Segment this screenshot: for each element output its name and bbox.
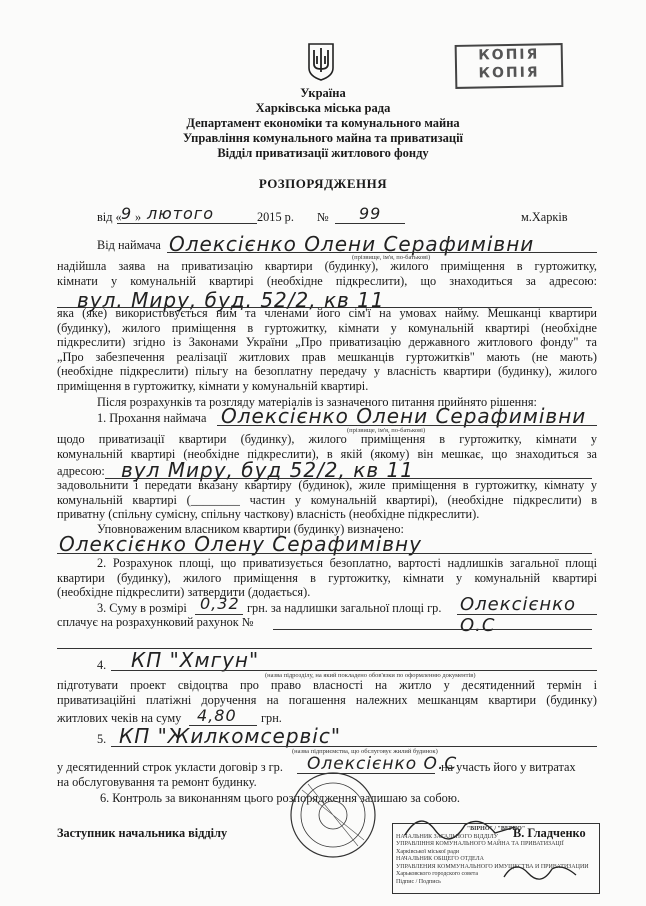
item5-a-post: на участь його у витратах xyxy=(441,760,576,774)
item1-label: 1. Прохання наймача xyxy=(97,411,207,425)
item1-b: комунальній квартирі (необхідне підкреслити), в якій (якому) він мешкає, що знаходиться за xyxy=(57,446,597,461)
body-p2f: приміщення в гуртожитку, кімнати у комунальній квартирі. xyxy=(57,378,369,393)
address-handwritten: вул. Миру, буд. 52/2, кв 11 xyxy=(77,288,385,312)
item1-d: задовольнити і передати вказану квартиру (будинок), жиле приміщення в гуртожитку, кімнату у xyxy=(57,478,597,492)
item1-a: щодо приватизації квартири (будинку), жилого приміщення в гуртожитку, кімнати у xyxy=(57,432,597,446)
signature-position: Заступник начальника відділу xyxy=(57,826,228,840)
body-p1b: кімнати у комунальній квартирі (необхідне підкреслити), що знаходиться за адресою: xyxy=(57,274,597,288)
item1-e: комунальній квартирі (________ частин у комунальній квартирі), (необхідне підкреслити) в xyxy=(57,492,597,507)
copy-stamp xyxy=(455,43,564,89)
body-p1a: надійшла заява на приватизацію квартири (будинку), жилого приміщення в гуртожитку, xyxy=(57,259,597,273)
item4-a: підготувати проект свідоцтва про право власності на житло у десятиденний термін і xyxy=(57,678,597,692)
date-month: лютого xyxy=(147,204,214,223)
item4-caption: (назва підрозділу, на який покладено обов'язки по оформленню документів) xyxy=(265,672,476,679)
item1-address-label: адресою: xyxy=(57,464,105,478)
date-day: 9 xyxy=(121,204,133,223)
date-prefix: від « xyxy=(97,210,122,224)
header-directorate: Управління комунального майна та приватизації xyxy=(182,131,464,145)
certify-line-5: НАЧАЛЬНИК ОБЩЕГО ОТДЕЛА xyxy=(396,856,485,862)
applicant-name: Олексієнко Олени Серафимівни xyxy=(169,232,535,256)
copy-stamp-line-2: КОПІЯ xyxy=(478,64,540,82)
round-seal-icon xyxy=(288,770,378,860)
item4-c-pre: житлових чеків на суму xyxy=(57,711,182,725)
signature-name: В. Гладченко xyxy=(513,826,586,840)
item3-pre: 3. Суму в розмірі xyxy=(97,601,187,615)
body-p2a: яка (яке) використовується ним та членами його сім'ї на умовах найму. Мешканці квартири xyxy=(57,306,597,320)
certify-line-1: "ВІРНО" / "ВЕРНО" xyxy=(466,826,526,832)
certify-line-4: Харківської міської ради xyxy=(396,848,460,855)
item3-sum: 0,32 xyxy=(200,594,240,613)
item1-address: вул Миру, буд 52/2, кв 11 xyxy=(121,458,414,482)
item6: 6. Контроль за виконанням цього розпорядження залишаю за собою. xyxy=(100,791,460,805)
body-p3: Після розрахунків та розгляду матеріалів із зазначеного питання прийнято рішення: xyxy=(97,395,537,409)
header-country: Україна xyxy=(300,86,346,100)
item5-name: Олексієнко О.С xyxy=(307,754,458,774)
body-p2c: підкреслити) згідно із Законами України „Про приватизацію державного житлового фонду" та xyxy=(57,335,597,350)
item5-caption: (назва підприємства, що обслуговує жилий будинок) xyxy=(292,748,438,755)
copy-stamp-line-1: КОПІЯ xyxy=(478,46,540,64)
certify-line-3: УПРАВЛІННЯ КОМУНАЛЬНОГО МАЙНА ТА ПРИВАТИЗАЦІЇ xyxy=(396,841,564,847)
item1-caption: (прізвище, ім'я, по-батькові) xyxy=(347,427,426,434)
body-p2d: „Про забезпечення реалізації житлових прав мешканців гуртожитків" мають (не мають) xyxy=(57,349,597,364)
header-division: Відділ приватизації житлового фонду xyxy=(217,146,429,160)
body-p2b: (будинку), жилого приміщення в гуртожитку, кімнати у комунальній квартирі (необхідне xyxy=(57,320,597,335)
item5-org: КП "Жилкомсервіс" xyxy=(119,724,342,748)
certify-line-2: НАЧАЛЬНИК ЗАГАЛЬНОГО ВІДДІЛУ xyxy=(396,833,498,840)
trident-emblem-icon xyxy=(307,42,335,82)
item2-a: 2. Розрахунок площі, що приватизується безоплатно, вартості надлишків загальної площі xyxy=(97,556,597,570)
item5-b: на обслуговування та ремонт будинку. xyxy=(57,775,257,789)
owner-label: Уповноваженим власником квартири (будинку) визначено: xyxy=(97,522,404,536)
applicant-label: Від наймача xyxy=(97,238,161,252)
applicant-caption: (прізвище, ім'я, по-батькові) xyxy=(352,254,431,261)
item2-b: квартири (будинку), жилого приміщення в гуртожитку, кімнати у комунальній квартирі xyxy=(57,570,597,585)
item4-sum: 4,80 xyxy=(197,706,237,725)
item4-b: приватизаційні платіжні доручення на погашення належних мешканцям квартири (будинку) xyxy=(57,692,597,707)
city: м.Харків xyxy=(521,210,568,224)
certify-line-6: УПРАВЛЕНИЯ КОММУНАЛЬНОГО ИМУЩЕСТВА И ПРИВАТИЗАЦИИ xyxy=(396,863,589,870)
item1-f: приватну (спільну сумісну, спільну часткову) власність (необхідне підкреслити). xyxy=(57,507,480,522)
certify-line-8: Підпис / Подпись xyxy=(396,878,441,885)
date-mid: » xyxy=(135,210,142,224)
certify-line-7: Харьковского городского совета xyxy=(396,871,478,877)
document-title: РОЗПОРЯДЖЕННЯ xyxy=(258,176,388,191)
header-council: Харківська міська рада xyxy=(255,101,391,115)
item4-c-post: грн. xyxy=(261,711,282,725)
body-p2e: (необхідне підкреслити) пільгу на безоплатну передачу у власність квартири (будинку), жилого xyxy=(57,364,597,379)
item1-name: Олексієнко Олени Серафимівни xyxy=(221,404,587,428)
item4-num: 4. xyxy=(97,658,107,672)
item2-c: (необхідне підкреслити) затвердити (додається). xyxy=(57,585,311,600)
item3-b: сплачує на розрахунковий рахунок № xyxy=(57,615,254,629)
owner-name: Олексієнко Олену Серафимівну xyxy=(59,532,422,556)
item5-num: 5. xyxy=(97,732,107,746)
order-number: 99 xyxy=(359,204,382,223)
item3-name: Олексієнко О.С xyxy=(460,594,577,636)
item5-a-pre: у десятиденний строк укласти договір з гр. xyxy=(57,760,283,774)
date-year: 2015 р. xyxy=(257,210,294,224)
item3-mid: грн. за надлишки загальної площі гр. xyxy=(247,601,442,615)
number-label: № xyxy=(317,210,329,224)
item4-org: КП "Хмгун" xyxy=(131,648,260,672)
header-department: Департамент економіки та комунального майна xyxy=(186,116,460,130)
certify-signature-icon xyxy=(500,855,580,885)
